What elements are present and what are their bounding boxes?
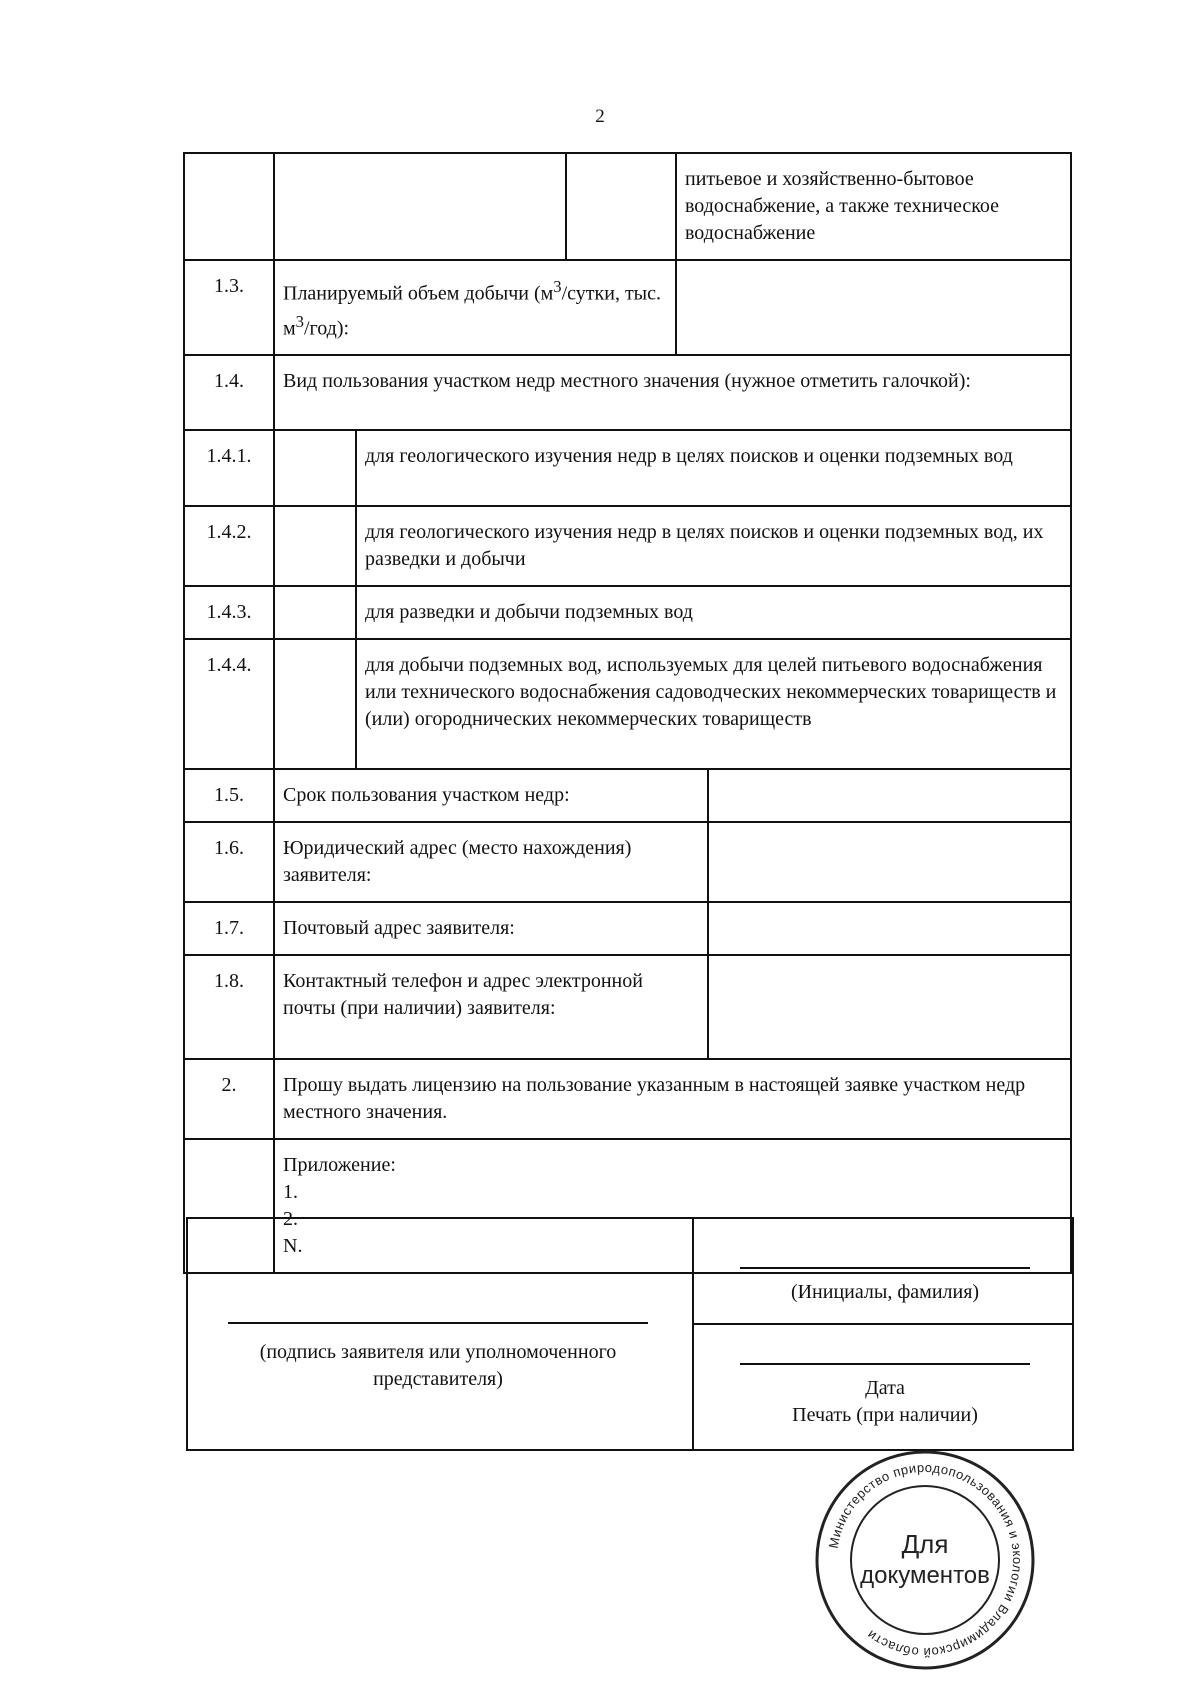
applicant-signature-line[interactable] — [228, 1322, 648, 1324]
license-request-text: Прошу выдать лицензию на пользование указанным в настоящей заявке участком недр местного значения. — [274, 1059, 1071, 1139]
contact-field[interactable] — [708, 955, 1071, 1059]
table-row — [184, 430, 1071, 506]
table-row — [184, 822, 1071, 902]
row-number: 1.8. — [184, 955, 274, 1059]
usage-checkbox-cell[interactable] — [274, 430, 356, 506]
row-number — [184, 153, 274, 260]
usage-option: для геологического изучения недр в целях поисков и оценки подземных вод, их разведки и добычи — [356, 506, 1071, 586]
usage-checkbox-cell[interactable] — [274, 506, 356, 586]
usage-term-field[interactable] — [708, 769, 1071, 822]
date-line[interactable] — [740, 1363, 1030, 1365]
table-row — [184, 1059, 1071, 1139]
table-row — [184, 639, 1071, 769]
usage-term-label: Срок пользования участком недр: — [274, 769, 708, 822]
application-form-table — [183, 152, 1072, 1274]
date-seal-cell — [692, 1323, 1072, 1449]
row-label-empty — [274, 153, 566, 260]
table-row — [184, 506, 1071, 586]
ministry-stamp — [810, 1445, 1040, 1675]
planned-volume-field[interactable] — [676, 260, 1071, 355]
row-number: 1.4.1. — [184, 430, 274, 506]
postal-address-field[interactable] — [708, 902, 1071, 955]
table-row — [184, 153, 1071, 260]
table-row — [184, 902, 1071, 955]
table-row — [184, 955, 1071, 1059]
planned-volume-label: Планируемый объем добычи ($м^3$/сутки, тыс. $м^3/год$): — [274, 260, 676, 355]
table-row — [184, 769, 1071, 822]
row-number: 2. — [184, 1059, 274, 1139]
table-row — [184, 355, 1071, 430]
applicant-signature-caption: (подпись заявителя или уполномоченного представителя) — [259, 1341, 617, 1390]
legal-address-field[interactable] — [708, 822, 1071, 902]
table-row — [184, 260, 1071, 355]
row-cell-empty — [566, 153, 676, 260]
row-number: 1.6. — [184, 822, 274, 902]
page-number: 2 — [595, 106, 605, 127]
water-supply-purpose: питьевое и хозяйственно-бытовое водоснабжение, а также техническое водоснабжение — [676, 153, 1071, 260]
stamp-center-line2: документов — [860, 1562, 990, 1589]
initials-caption: (Инициалы, фамилия) — [790, 1281, 980, 1303]
row-number: 1.4.3. — [184, 586, 274, 639]
stamp-center-line1: Для — [901, 1529, 949, 1559]
attachment-item: 1. — [283, 1181, 298, 1204]
initials-line[interactable] — [740, 1267, 1030, 1269]
row-number: 1.4. — [184, 355, 274, 430]
usage-type-label: Вид пользования участком недр местного значения (нужное отметить галочкой): — [274, 355, 1071, 430]
applicant-signature-cell — [188, 1219, 694, 1449]
usage-option: для добычи подземных вод, используемых для целей питьевого водоснабжения или технического водоснабжения садоводческих некоммерческих товариществ и (или) огороднических некоммерческих товариществ — [356, 639, 1071, 769]
usage-option: для геологического изучения недр в целях поисков и оценки подземных вод — [356, 430, 1071, 506]
usage-checkbox-cell[interactable] — [274, 639, 356, 769]
table-row — [184, 586, 1071, 639]
row-number: 1.5. — [184, 769, 274, 822]
stamp-outer-ring — [817, 1452, 1033, 1668]
stamp-ring-text: Министерство природопользования и экологии Владимирской области — [825, 1459, 1026, 1661]
contact-label: Контактный телефон и адрес электронной почты (при наличии) заявителя: — [274, 955, 708, 1059]
attachment-item: N. — [283, 1235, 303, 1258]
usage-checkbox-cell[interactable] — [274, 586, 356, 639]
usage-option: для разведки и добычи подземных вод — [356, 586, 1071, 639]
signature-block — [186, 1217, 1074, 1451]
initials-cell — [692, 1219, 1072, 1325]
date-caption: Дата — [865, 1377, 905, 1399]
row-number: 1.4.2. — [184, 506, 274, 586]
legal-address-label: Юридический адрес (место нахождения) заявителя: — [274, 822, 708, 902]
attachments-title: Приложение: — [283, 1154, 396, 1177]
seal-caption: Печать (при наличии) — [792, 1404, 978, 1426]
stamp-inner-ring — [851, 1486, 999, 1634]
row-number: 1.4.4. — [184, 639, 274, 769]
attachment-item: 2. — [283, 1208, 298, 1231]
postal-address-label: Почтовый адрес заявителя: — [274, 902, 708, 955]
row-number: 1.3. — [184, 260, 274, 355]
row-number: 1.7. — [184, 902, 274, 955]
